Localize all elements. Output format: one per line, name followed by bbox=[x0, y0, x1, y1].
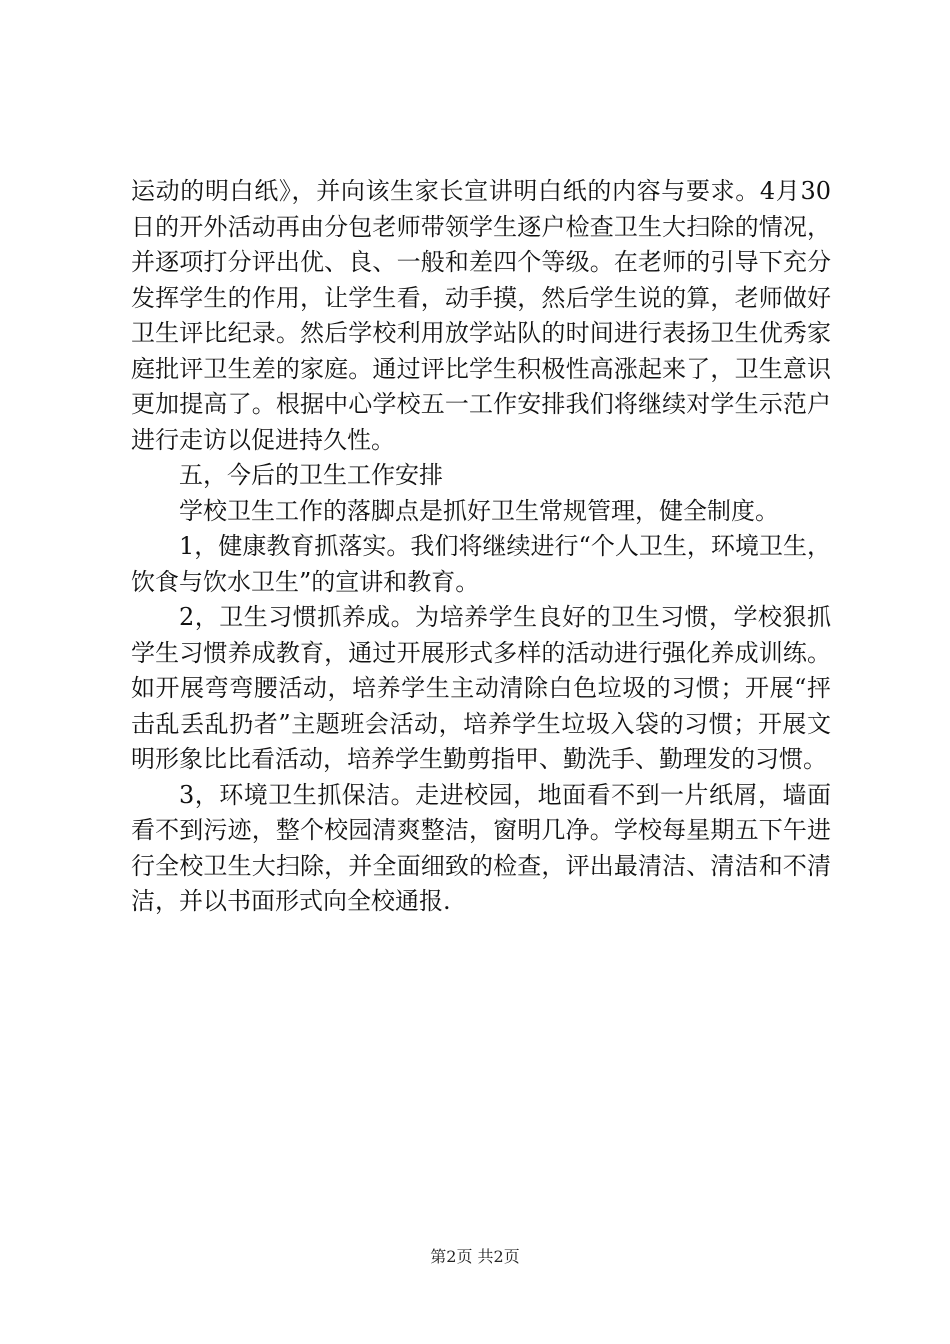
page-number-footer: 第2页 共2页 bbox=[430, 1247, 520, 1266]
paragraph-continuation: 运动的明白纸》，并向该生家长宣讲明白纸的内容与要求。4月30日的开外活动再由分包老师带领学生逐户检查卫生大扫除的情况，并逐项打分评出优、良、一般和差四个等级。在老师的引导下充分发挥学生的作用，让学生看，动手摸，然后学生说的算，老师做好卫生评比纪录。然后学校利用放学站队的时间进行表扬卫生优秀家庭批评卫生差的家庭。通过评比学生积极性高涨起来了，卫生意识更加提高了。根据中心学校五一工作安排我们将继续对学生示范户进行走访以促进持久性。 bbox=[131, 177, 831, 454]
paragraph-intro: 学校卫生工作的落脚点是抓好卫生常规管理，健全制度。 bbox=[179, 496, 779, 525]
paragraph-item-2: 2，卫生习惯抓养成。为培养学生良好的卫生习惯，学校狠抓学生习惯养成教育，通过开展形式多样的活动进行强化养成训练。如开展弯弯腰活动，培养学生主动清除白色垃圾的习惯；开展“抨击乱丢乱扔者”主题班会活动，培养学生垃圾入袋的习惯；开展文明形象比比看活动，培养学生勤剪指甲、勤洗手、勤理发的习惯。 bbox=[131, 603, 831, 773]
section-heading-future-plan: 五，今后的卫生工作安排 bbox=[179, 461, 443, 489]
paragraph-item-1: 1，健康教育抓落实。我们将继续进行“个人卫生，环境卫生，饮食与饮水卫生”的宣讲和教育。 bbox=[131, 532, 831, 596]
document-body bbox=[131, 174, 831, 920]
paragraph-item-3: 3，环境卫生抓保洁。走进校园，地面看不到一片纸屑，墙面看不到污迹，整个校园清爽整洁，窗明几净。学校每星期五下午进行全校卫生大扫除，并全面细致的检查，评出最清洁、清洁和不清洁，并以书面形式向全校通报. bbox=[131, 780, 831, 915]
